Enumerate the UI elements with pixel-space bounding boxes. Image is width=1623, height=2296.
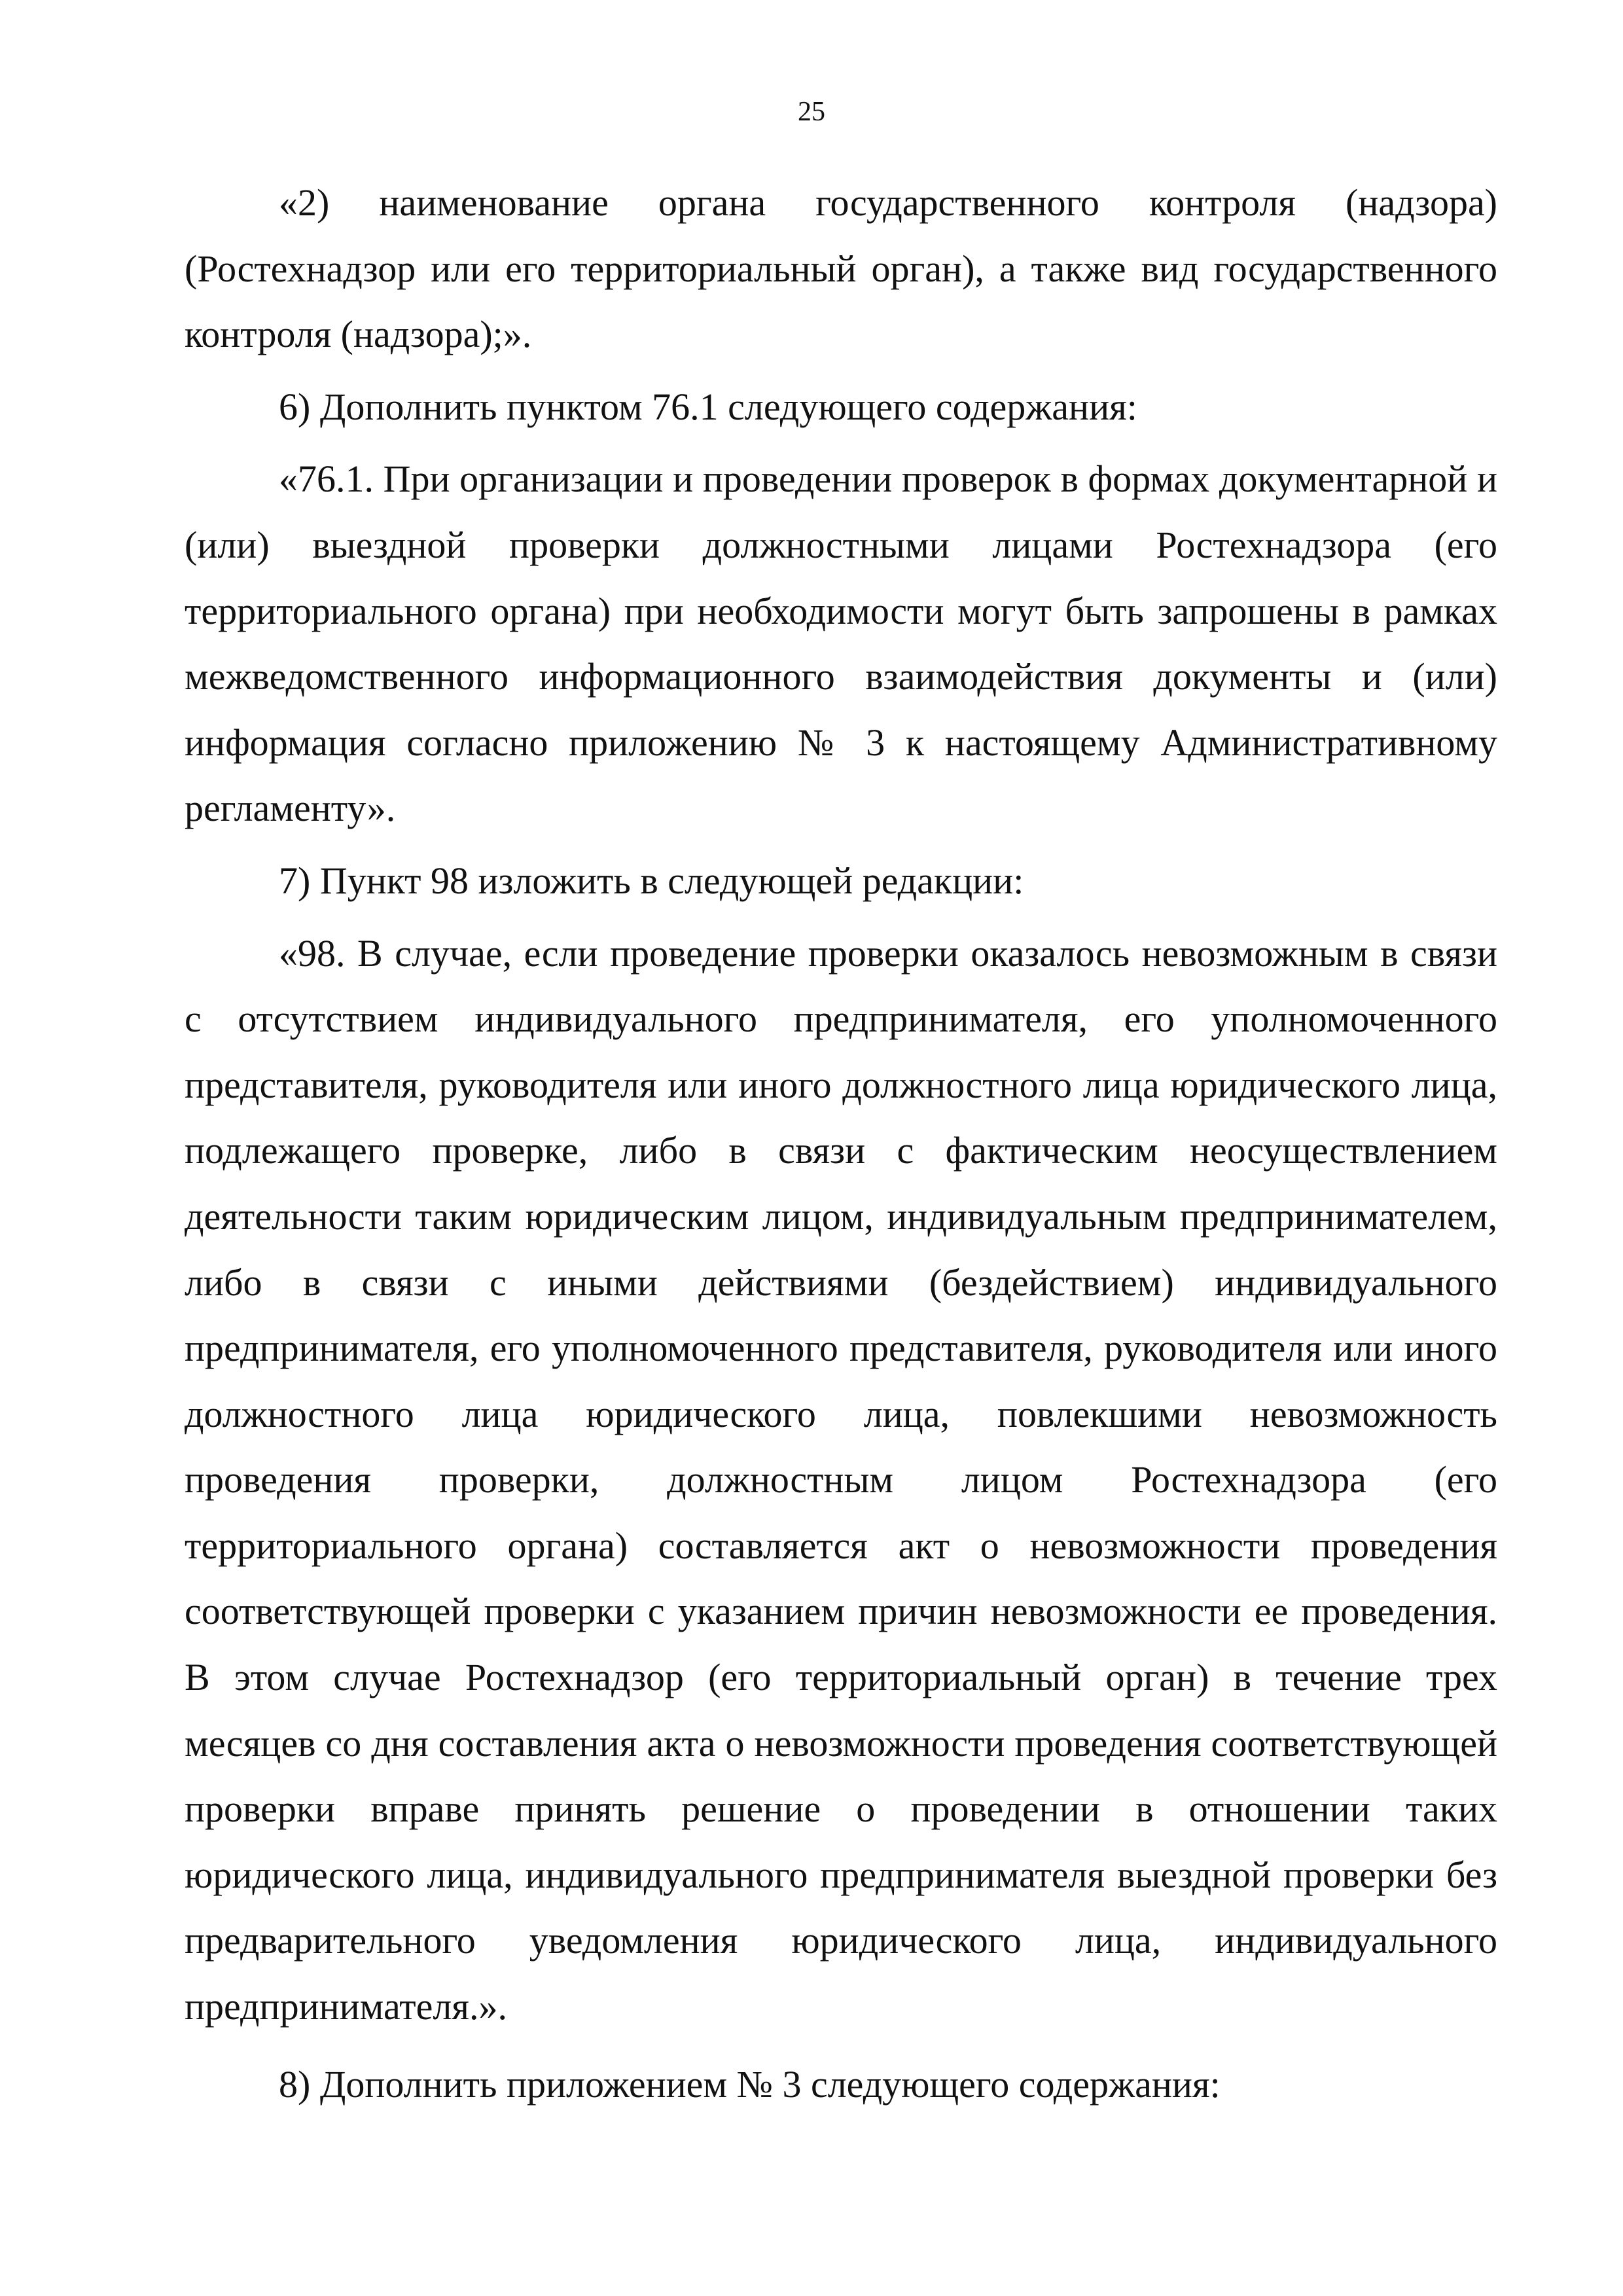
paragraph-clause-98: «98. В случае, если проведение проверки оказалось невозможным в связи с отсутствием индивидуального предпринимателя, его уполномоченного представителя, руководителя или иного должностного лица юридического лица, подлежащего проверке, либо в связи с фактическим неосуществлением деятельности таким юридическим лицом, индивидуальным предпринимателем, либо в связи с иными действиями (бездействием) индивидуального предпринимателя, его уполномоченного представителя, руководителя или иного должностного лица юридического лица, повлекшими невозможность проведения проверки, должностным лицом Ростехнадзора (его территориального органа) составляется акт о невозможности проведения соответствующей проверки с указанием причин невозможности ее проведения. В этом случае Ростехнадзор (его территориальный орган) в течение трех месяцев со дня составления акта о невозможности проведения соответствующей проверки вправе принять решение о проведении в отношении таких юридического лица, индивидуального предпринимателя выездной проверки без предварительного уведомления юридического лица, индивидуального предпринимателя.». (185, 931, 1497, 2028)
document-body (185, 170, 1497, 2117)
paragraph-amendment-6: 6) Дополнить пунктом 76.1 следующего содержания: (279, 385, 1137, 428)
page-number: 25 (798, 97, 825, 127)
paragraph-amendment-8: 8) Дополнить приложением № 3 следующего содержания: (279, 2062, 1221, 2106)
paragraph-item-2-name: «2) наименование органа государственного контроля (надзора) (Ростехнадзор или его территориальный орган), а также вид государственного контроля (надзора);». (185, 181, 1497, 356)
paragraph-amendment-7: 7) Пункт 98 изложить в следующей редакции: (279, 859, 1024, 902)
paragraph-clause-76-1: «76.1. При организации и проведении проверок в формах документарной и (или) выездной проверки должностными лицами Ростехнадзора (его территориального органа) при необходимости могут быть запрошены в рамках межведомственного информационного взаимодействия документы и (или) информация согласно приложению № 3 к настоящему Административному регламенту». (185, 457, 1497, 830)
